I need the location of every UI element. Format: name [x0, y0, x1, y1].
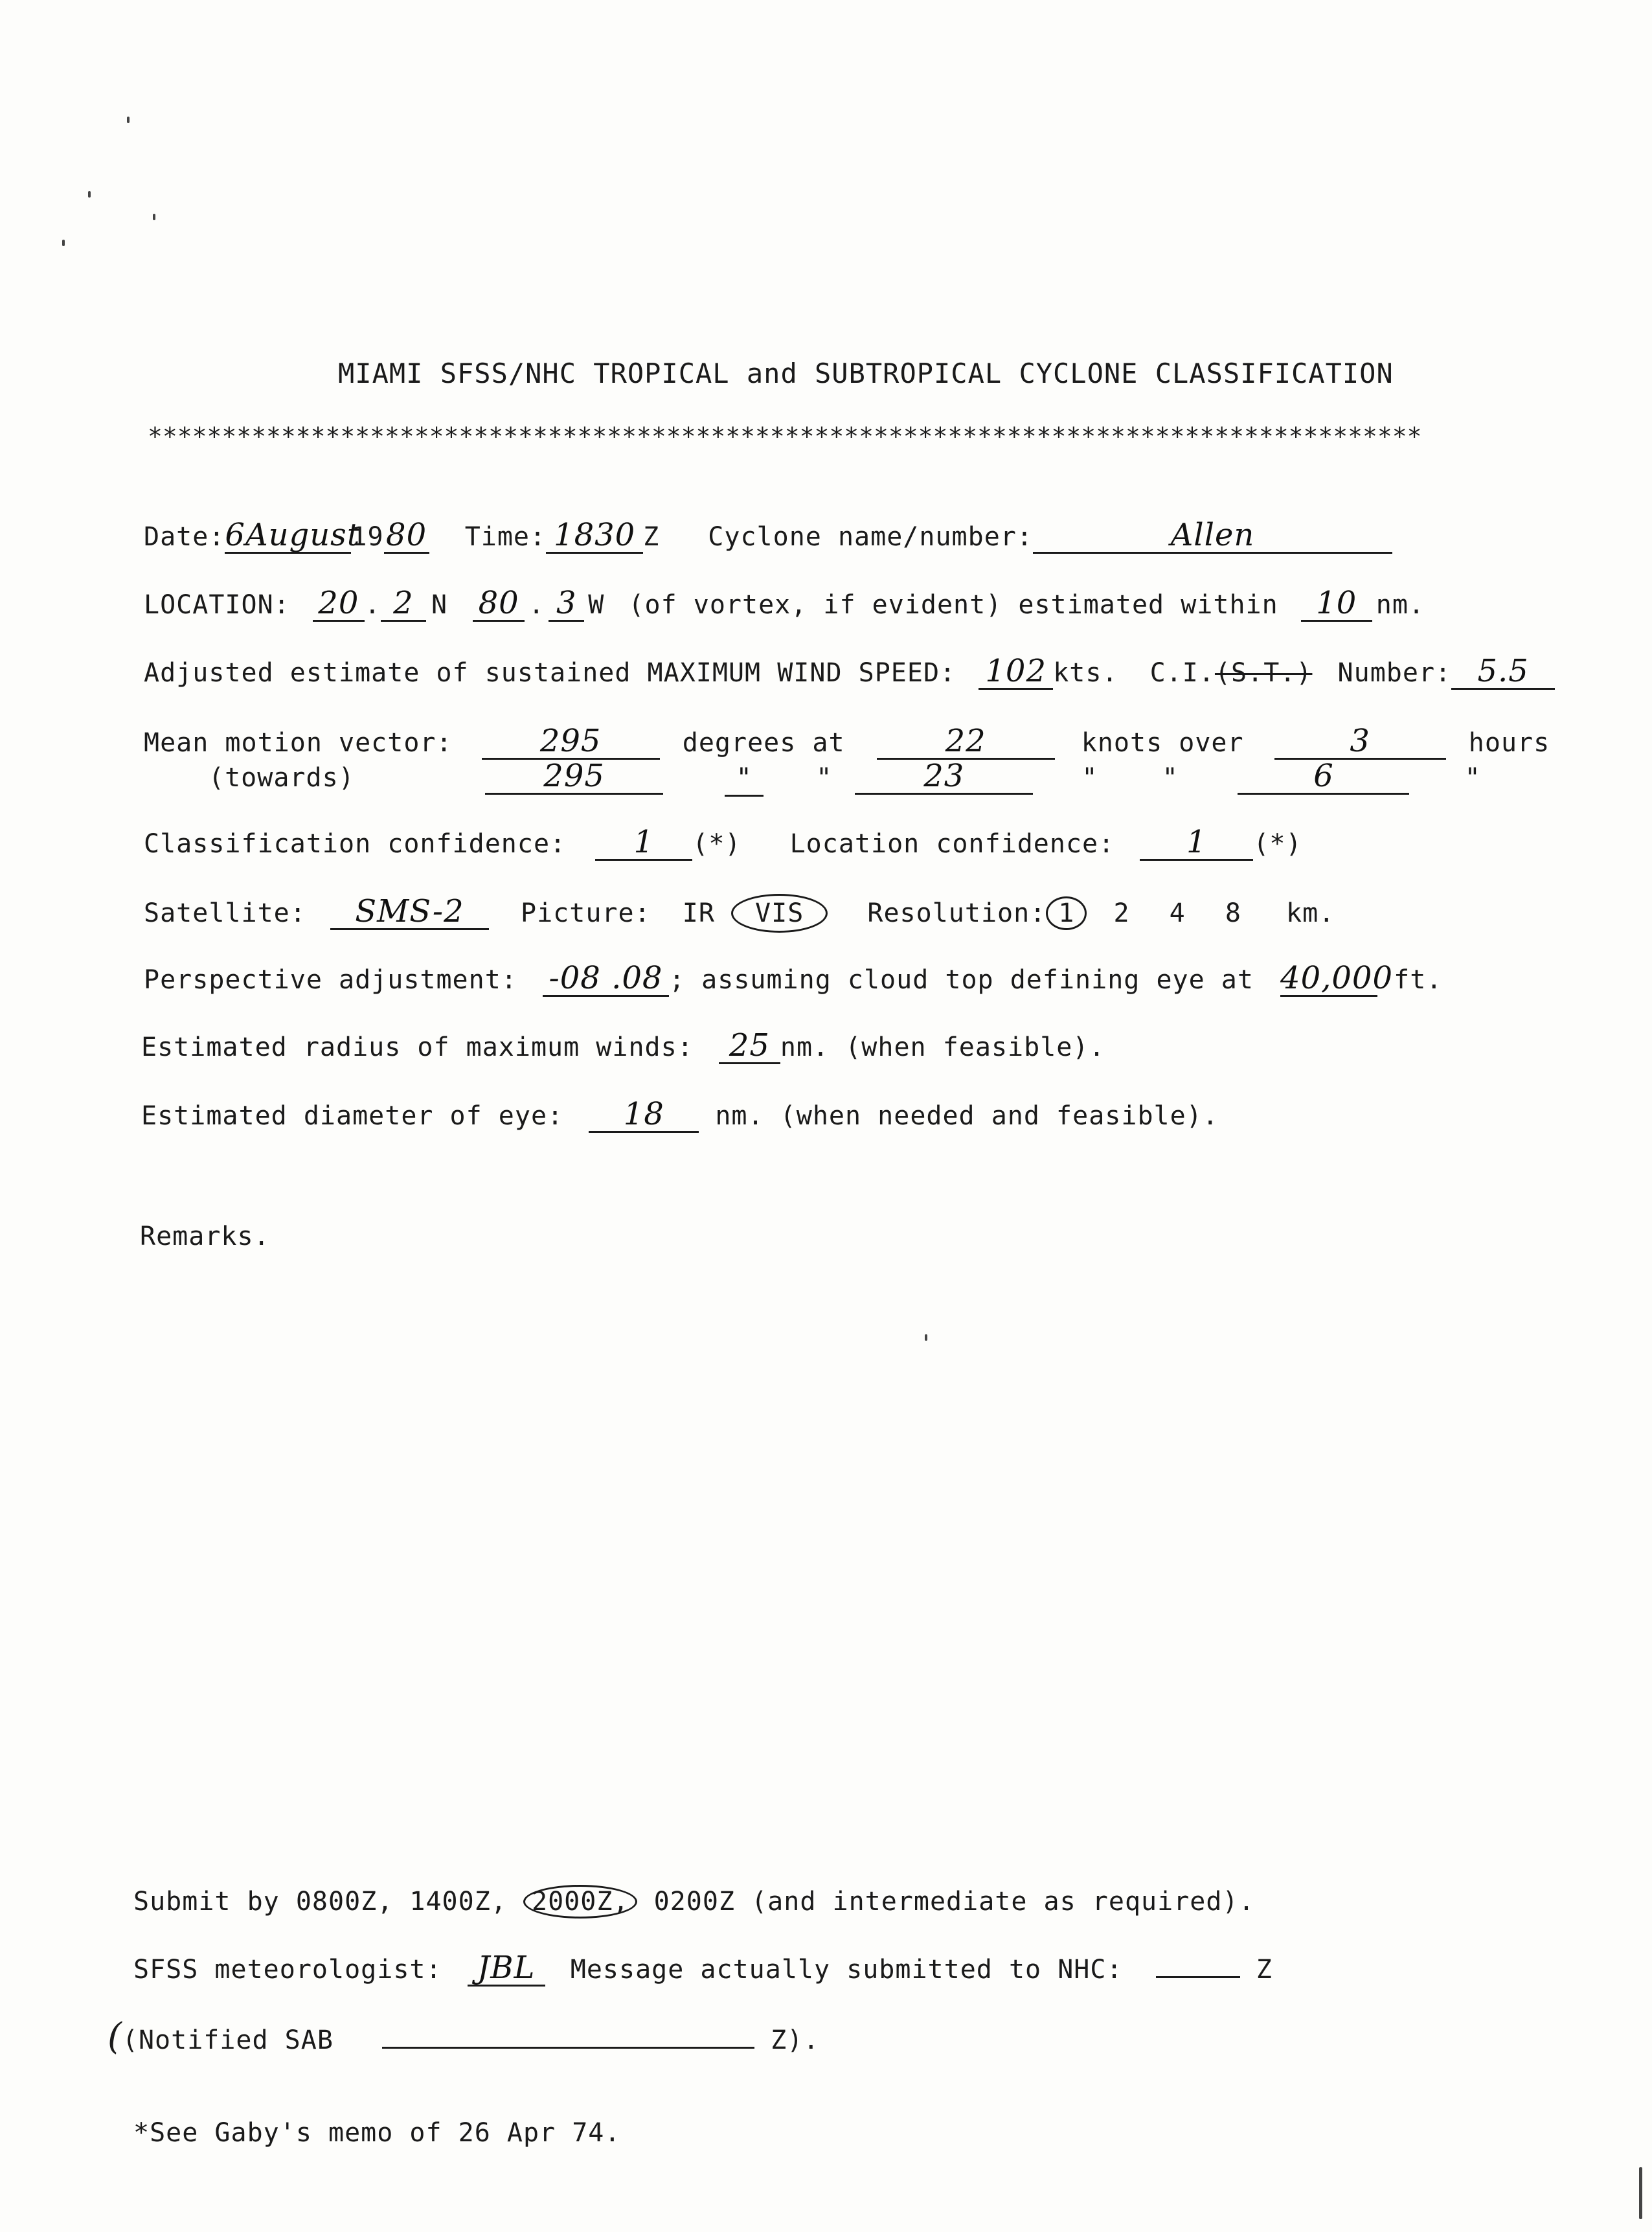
message-submitted-unit: Z [1256, 1955, 1273, 1985]
date-year-field[interactable]: 80 [384, 518, 429, 554]
ditto-mark: " [1464, 763, 1481, 793]
location-label: LOCATION: [144, 590, 290, 620]
resolution-1km-circled[interactable]: 1 [1046, 896, 1087, 930]
time-label: Time: [464, 522, 547, 552]
date-year-prefix: 19 [351, 522, 384, 552]
cyclone-name-field[interactable]: Allen [1033, 518, 1392, 554]
resolution-8km-option[interactable]: 8 [1225, 898, 1241, 928]
motion-degrees-3h-field[interactable]: 295 [482, 724, 660, 760]
ditto-underline: " [725, 761, 764, 797]
resolution-unit: km. [1286, 898, 1335, 928]
ditto-mark: " [816, 763, 833, 793]
footnote: *See Gaby's memo of 26 Apr 74. [133, 2118, 621, 2148]
ditto-mark: " [1162, 763, 1179, 793]
motion-sublabel: (towards) [209, 763, 355, 793]
rmw-line [141, 1029, 1105, 1064]
latitude-unit: N [431, 590, 448, 620]
picture-ir-option[interactable]: IR [682, 898, 715, 928]
motion-degrees-6h-field[interactable]: 295 [485, 759, 663, 795]
perspective-unit: ft. [1394, 965, 1443, 995]
scan-speck [153, 214, 155, 220]
eye-height-field[interactable]: 40,000 [1280, 960, 1393, 996]
eye-text: nm. (when needed and feasible). [715, 1101, 1219, 1131]
form-title: MIAMI SFSS/NHC TROPICAL and SUBTROPICAL CYCLONE CLASSIFICATION [338, 358, 1394, 389]
picture-label: Picture: [521, 898, 651, 928]
scan-speck [925, 1334, 927, 1341]
wind-unit: kts. [1053, 658, 1118, 688]
ci-number-field[interactable]: 5.5 [1451, 654, 1555, 690]
notified-sab-field[interactable] [382, 2047, 754, 2049]
wind-speed-field[interactable]: 102 [979, 654, 1053, 690]
resolution-label: Resolution: [867, 898, 1047, 928]
longitude-separator: . [528, 590, 545, 620]
location-within-field[interactable]: 10 [1301, 586, 1372, 622]
time-field[interactable]: 1830 [546, 518, 643, 554]
classification-confidence-field[interactable]: 1 [595, 825, 692, 861]
date-day-month-field[interactable]: 6August [225, 517, 361, 553]
longitude-unit: W [588, 590, 605, 620]
resolution-4km-option[interactable]: 4 [1169, 898, 1186, 928]
date-line [144, 518, 1392, 554]
confidence-line [144, 825, 1302, 861]
number-label: Number: [1337, 658, 1452, 688]
sab-line [107, 2016, 819, 2058]
longitude-tenths-field[interactable]: 3 [549, 586, 584, 622]
eye-line [141, 1097, 1219, 1133]
location-confidence-label: Location confidence: [789, 829, 1115, 859]
motion-line-2 [144, 759, 1481, 797]
date-label: Date: [144, 522, 225, 552]
scan-speck [88, 191, 91, 198]
location-text: (of vortex, if evident) estimated within [628, 590, 1278, 620]
rmw-field[interactable]: 25 [719, 1029, 780, 1064]
eye-label: Estimated diameter of eye: [141, 1101, 564, 1131]
submit-line [133, 1885, 1255, 1919]
sab-handwritten-paren: ( [107, 2016, 122, 2058]
latitude-tenths-field[interactable]: 2 [381, 586, 426, 622]
latitude-whole-field[interactable]: 20 [313, 586, 365, 622]
motion-line-1 [144, 724, 1550, 760]
motion-hours-3h-field[interactable]: 3 [1274, 724, 1446, 760]
satellite-label: Satellite: [144, 898, 306, 928]
scan-speck [127, 117, 130, 123]
location-confidence-star: (*) [1253, 829, 1302, 859]
perspective-text: ; assuming cloud top defining eye at [668, 965, 1254, 995]
picture-vis-option-circled[interactable]: VIS [731, 894, 828, 933]
resolution-2km-option[interactable]: 2 [1113, 898, 1130, 928]
scan-speck [1639, 2167, 1642, 2219]
degrees-label: degrees at [682, 728, 845, 758]
remarks-label: Remarks. [140, 1222, 270, 1251]
motion-knots-3h-field[interactable]: 22 [877, 724, 1055, 760]
latitude-separator: . [364, 590, 381, 620]
sab-close: Z). [771, 2025, 820, 2055]
location-unit: nm. [1375, 590, 1425, 620]
ditto-knots [1059, 763, 1221, 793]
message-submitted-field[interactable] [1156, 1976, 1240, 1978]
ditto-degrees [686, 761, 839, 797]
sfss-line [133, 1951, 1273, 1987]
motion-knots-6h-field[interactable]: 23 [855, 759, 1033, 795]
classification-confidence-label: Classification confidence: [144, 829, 567, 859]
st-label-struck: (S.T.) [1214, 658, 1313, 688]
ditto-mark: " [1081, 763, 1098, 793]
motion-hours-6h-field[interactable]: 6 [1238, 759, 1409, 795]
wind-line [144, 654, 1555, 690]
satellite-field[interactable]: SMS-2 [330, 894, 489, 930]
time-unit: Z [643, 522, 660, 552]
longitude-whole-field[interactable]: 80 [473, 586, 525, 622]
perspective-adjustment-field[interactable]: -08 .08 [543, 961, 669, 997]
cyclone-label: Cyclone name/number: [708, 522, 1033, 552]
hours-label: hours [1468, 728, 1550, 758]
location-line [144, 586, 1425, 622]
satellite-line [144, 894, 1335, 933]
eye-diameter-field[interactable]: 18 [589, 1097, 699, 1133]
rmw-label: Estimated radius of maximum winds: [141, 1032, 694, 1062]
star-divider: ************************************************************************************** [148, 422, 1422, 451]
location-confidence-field[interactable]: 1 [1140, 825, 1253, 861]
submit-prefix: Submit by 0800Z, 1400Z, [133, 1887, 507, 1917]
submit-suffix: 0200Z (and intermediate as required). [653, 1887, 1255, 1917]
knots-label: knots over [1081, 728, 1244, 758]
motion-label: Mean motion vector: [144, 728, 453, 758]
sfss-meteorologist-label: SFSS meteorologist: [133, 1955, 442, 1985]
scan-speck [62, 240, 65, 246]
wind-label: Adjusted estimate of sustained MAXIMUM WIND SPEED: [144, 658, 956, 688]
sab-label: (Notified SAB [122, 2025, 334, 2055]
classification-confidence-star: (*) [692, 829, 741, 859]
perspective-line [144, 961, 1442, 997]
perspective-label: Perspective adjustment: [144, 965, 517, 995]
sfss-meteorologist-field[interactable]: JBL [468, 1951, 545, 1987]
ci-label: C.I. [1149, 658, 1215, 688]
message-submitted-label: Message actually submitted to NHC: [570, 1955, 1123, 1985]
submit-2000z-circled: 2000Z, [523, 1885, 638, 1919]
rmw-text: nm. (when feasible). [780, 1032, 1105, 1062]
